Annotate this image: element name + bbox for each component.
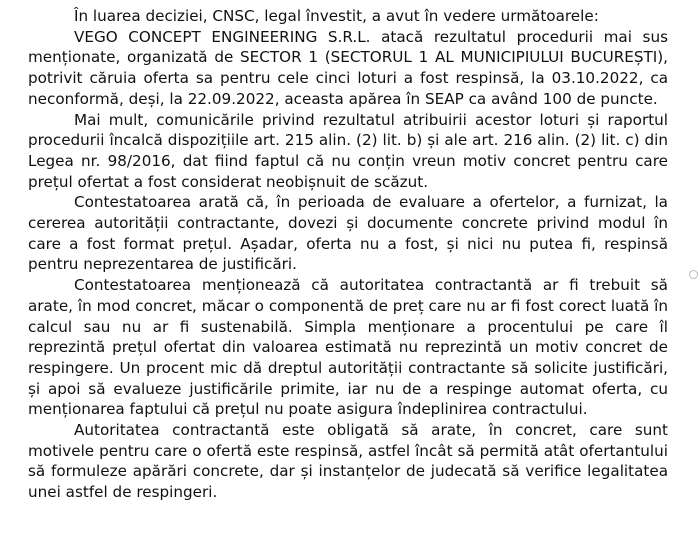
- paragraph-communications: Mai mult, comunicările privind rezultatul atribuirii acestor loturi și raportul procedurii încalcă dispozițiile art. 215 alin. (2) lit. b) și ale art. 216 alin. (2) lit. c) din Legea nr. 98/2016, dat fiind faptul că nu conțin vreun motiv concret pentru care prețul ofertat a fost considerat neobișnuit de scăzut.: [28, 110, 668, 191]
- paragraph-contestation: VEGO CONCEPT ENGINEERING S.R.L. atacă rezultatul procedurii mai sus menționate, organizată de SECTOR 1 (SECTORUL 1 AL MUNICIPIULUI BUCUREȘTI), potrivit căruia oferta sa pentru cele cinci loturi a fost respinsă, la 03.10.2022, ca neconformă, deși, la 22.09.2022, aceasta apărea în SEAP ca având 100 de puncte.: [28, 27, 668, 108]
- paragraph-price-component: Contestatoarea menționează că autoritatea contractantă ar fi trebuit să arate, în mod concret, măcar o componentă de preț care nu ar fi fost corect luată în calcul sau nu ar fi sustenabilă. Simpla menționare a procentului pe care îl reprezintă prețul ofertat din valoarea estimată nu reprezintă un motiv concret de respingere. Un procent mic dă dreptul autorității contractante să solicite justificări, și apoi să evalueze justificările primite, iar nu de a respinge automat oferta, cu menționarea faptului că prețul nu poate asigura îndeplinirea contractului.: [28, 276, 668, 419]
- paragraph-intro: În luarea deciziei, CNSC, legal învestit, a avut în vedere următoarele:: [74, 7, 599, 25]
- document-body: [28, 6, 668, 503]
- paragraph-obligation: Autoritatea contractantă este obligată să arate, în concret, care sunt motivele pentru care o ofertă este respinsă, astfel încât să permită atât ofertantului să formuleze apărări concrete, dar și instanțelor de judecată să verifice legalitatea unei astfel de respingeri.: [28, 421, 668, 502]
- scroll-indicator-icon: [689, 270, 698, 279]
- paragraph-justifications: Contestatoarea arată că, în perioada de evaluare a ofertelor, a furnizat, la cererea autorității contractante, dovezi și documente concrete privind modul în care a fost format prețul. Așadar, oferta nu a fost, și nici nu putea fi, respinsă pentru neprezentarea de justificări.: [28, 193, 668, 274]
